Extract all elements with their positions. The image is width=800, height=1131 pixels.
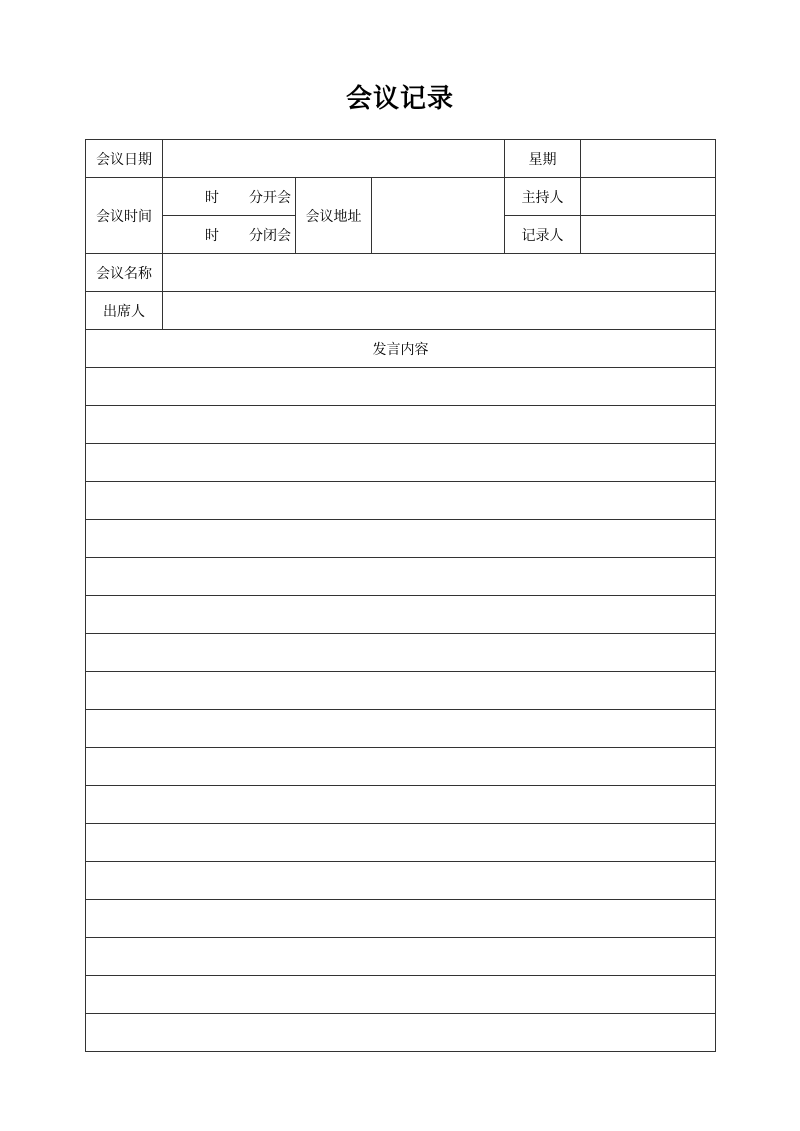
recorder-value-field[interactable]: [581, 216, 716, 254]
end-time-field[interactable]: [163, 216, 296, 254]
content-line-field[interactable]: [86, 368, 716, 406]
content-line-field[interactable]: [86, 748, 716, 786]
content-line: [86, 520, 716, 558]
content-lines: [86, 368, 716, 1052]
date-value-field[interactable]: [163, 140, 505, 178]
row-content-header: [86, 330, 716, 368]
time-label: 会议时间: [86, 178, 163, 254]
content-line: [86, 938, 716, 976]
end-hour-unit: 时: [205, 227, 219, 244]
location-label: 会议地址: [296, 178, 372, 254]
attendees-label: 出席人: [86, 292, 163, 330]
recorder-label: 记录人: [505, 216, 581, 254]
content-line-field[interactable]: [86, 444, 716, 482]
start-time-field[interactable]: [163, 178, 296, 216]
content-line: [86, 976, 716, 1014]
weekday-value-field[interactable]: [581, 140, 716, 178]
content-line: [86, 900, 716, 938]
row-name: [86, 254, 716, 292]
content-line: [86, 482, 716, 520]
content-line: [86, 672, 716, 710]
content-line-field[interactable]: [86, 710, 716, 748]
content-line: [86, 406, 716, 444]
content-line-field[interactable]: [86, 406, 716, 444]
content-line-field[interactable]: [86, 1014, 716, 1052]
page-title: 会议记录: [345, 84, 454, 114]
row-attendees: [86, 292, 716, 330]
content-line: [86, 1014, 716, 1052]
name-label: 会议名称: [86, 254, 163, 292]
content-line: [86, 596, 716, 634]
end-minute-unit: 分闭会: [249, 227, 291, 244]
content-line-field[interactable]: [86, 634, 716, 672]
content-line-field[interactable]: [86, 824, 716, 862]
content-line: [86, 710, 716, 748]
content-line-field[interactable]: [86, 786, 716, 824]
name-value-field[interactable]: [163, 254, 716, 292]
content-line: [86, 558, 716, 596]
content-line: [86, 748, 716, 786]
content-line: [86, 824, 716, 862]
location-value-field[interactable]: [372, 178, 505, 254]
content-line-field[interactable]: [86, 900, 716, 938]
content-line-field[interactable]: [86, 938, 716, 976]
host-label: 主持人: [505, 178, 581, 216]
content-line: [86, 634, 716, 672]
attendees-value-field[interactable]: [163, 292, 716, 330]
row-date: [86, 140, 716, 178]
weekday-label: 星期: [505, 140, 581, 178]
content-line-field[interactable]: [86, 596, 716, 634]
meeting-record-form: [85, 139, 716, 1052]
host-value-field[interactable]: [581, 178, 716, 216]
content-line: [86, 862, 716, 900]
content-line-field[interactable]: [86, 672, 716, 710]
content-line-field[interactable]: [86, 558, 716, 596]
start-minute-unit: 分开会: [249, 189, 291, 206]
start-hour-unit: 时: [205, 189, 219, 206]
content-header: 发言内容: [86, 330, 716, 368]
content-line-field[interactable]: [86, 976, 716, 1014]
content-line: [86, 444, 716, 482]
content-line: [86, 368, 716, 406]
date-label: 会议日期: [86, 140, 163, 178]
content-line-field[interactable]: [86, 520, 716, 558]
content-line-field[interactable]: [86, 482, 716, 520]
row-time-start: [86, 178, 716, 216]
content-line-field[interactable]: [86, 862, 716, 900]
content-line: [86, 786, 716, 824]
